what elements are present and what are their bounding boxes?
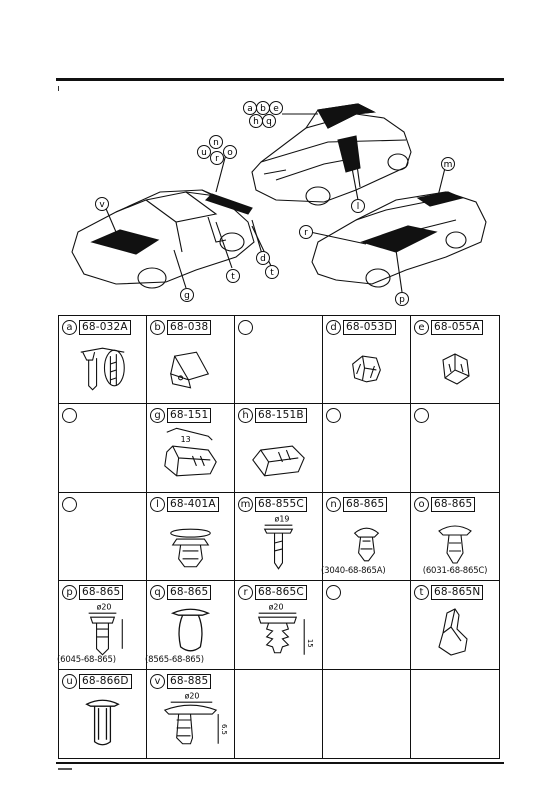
part-number: 68-866D — [79, 674, 132, 689]
svg-text:e: e — [273, 104, 279, 114]
callout-h — [250, 115, 263, 128]
clip-t-drawing — [411, 599, 499, 665]
cell-t — [411, 581, 499, 669]
alternate-part-number: (3040-68-865A) — [321, 566, 386, 577]
item-letter: d — [326, 320, 341, 335]
item-letter: a — [62, 320, 77, 335]
cell-h — [235, 404, 323, 492]
cell-empty-1 — [235, 316, 323, 404]
part-number: 68-151 — [167, 408, 211, 423]
svg-text:r: r — [215, 154, 219, 164]
svg-text:v: v — [99, 200, 105, 210]
part-number: 68-038 — [167, 320, 211, 335]
svg-text:15: 15 — [306, 639, 315, 648]
parts-table — [58, 315, 500, 759]
clip-g-drawing — [147, 422, 234, 488]
vehicle-location-illustration — [56, 92, 504, 308]
item-letter — [326, 408, 341, 423]
item-letter: e — [414, 320, 429, 335]
item-letter — [62, 408, 77, 423]
cell-empty-6 — [323, 581, 411, 669]
svg-text:o: o — [227, 148, 233, 158]
svg-text:q: q — [266, 117, 272, 127]
cell-empty-9 — [411, 670, 499, 758]
callout-t2 — [266, 266, 279, 279]
svg-text:m: m — [443, 160, 453, 170]
cell-n — [323, 493, 411, 581]
clip-v-drawing — [147, 688, 234, 754]
svg-text:ø20: ø20 — [268, 602, 284, 612]
svg-text:a: a — [247, 104, 253, 114]
top-rule — [56, 78, 504, 81]
callout-a — [244, 102, 257, 115]
svg-text:h: h — [253, 117, 259, 127]
cell-d — [323, 316, 411, 404]
part-number: 68-032A — [79, 320, 131, 335]
callout-p — [396, 293, 409, 306]
part-number: 68-053D — [343, 320, 396, 335]
item-letter: g — [150, 408, 165, 423]
clip-a-drawing — [59, 334, 146, 400]
callout-b — [257, 102, 270, 115]
clip-u-drawing — [59, 688, 146, 754]
alternate-part-number: (6031-68-865C) — [422, 566, 488, 577]
cell-l — [147, 493, 235, 581]
cell-e — [411, 316, 499, 404]
corner-tick — [58, 86, 59, 91]
svg-text:13: 13 — [180, 435, 191, 445]
svg-text:t: t — [270, 268, 274, 278]
cell-v — [147, 670, 235, 758]
cell-empty-7 — [235, 670, 323, 758]
alternate-part-number: (6045-68-865) — [57, 654, 116, 665]
cell-empty-8 — [323, 670, 411, 758]
svg-text:p: p — [399, 295, 405, 305]
svg-text:6.5: 6.5 — [220, 723, 229, 735]
svg-text:ø20: ø20 — [96, 602, 112, 612]
cell-r — [235, 581, 323, 669]
callout-r2 — [300, 226, 313, 239]
svg-text:d: d — [260, 254, 266, 264]
clip-l-drawing — [147, 511, 234, 577]
clip-m-drawing — [235, 511, 322, 577]
item-letter: l — [150, 497, 165, 512]
clip-r-drawing — [235, 599, 322, 665]
cell-q — [147, 581, 235, 669]
page-mark — [58, 768, 72, 770]
svg-text:ø20: ø20 — [184, 690, 200, 700]
cell-empty-3 — [323, 404, 411, 492]
part-number: 68-855C — [255, 497, 307, 512]
cell-a — [59, 316, 147, 404]
callout-r — [211, 152, 224, 165]
item-letter: o — [414, 497, 429, 512]
part-number: 68-865C — [255, 585, 307, 600]
item-letter: p — [62, 585, 77, 600]
svg-text:t: t — [231, 272, 235, 282]
clip-h-drawing — [235, 422, 322, 488]
part-number: 68-865 — [343, 497, 387, 512]
part-number: 68-865 — [167, 585, 211, 600]
svg-text:n: n — [213, 138, 219, 148]
cell-g — [147, 404, 235, 492]
item-letter: b — [150, 320, 165, 335]
cell-u — [59, 670, 147, 758]
callout-o — [224, 146, 237, 159]
part-number: 68-401A — [167, 497, 219, 512]
callout-v — [96, 198, 109, 211]
part-number: 68-055A — [431, 320, 483, 335]
callout-g — [181, 289, 194, 302]
svg-text:g: g — [184, 291, 190, 301]
item-letter: q — [150, 585, 165, 600]
item-letter: m — [238, 497, 253, 512]
part-number: 68-151B — [255, 408, 307, 423]
part-number: 68-865 — [431, 497, 475, 512]
callout-u — [198, 146, 211, 159]
bottom-rule — [56, 762, 504, 764]
callout-e — [270, 102, 283, 115]
svg-text:ø19: ø19 — [274, 514, 290, 524]
item-letter — [238, 320, 253, 335]
callout-q — [263, 115, 276, 128]
item-letter: t — [414, 585, 429, 600]
item-letter — [62, 497, 77, 512]
clip-e-drawing — [411, 334, 499, 400]
svg-text:b: b — [260, 104, 266, 114]
svg-text:l: l — [356, 202, 360, 212]
svg-text:r: r — [304, 228, 308, 238]
alternate-part-number: (8565-68-865) — [145, 654, 204, 665]
cell-b — [147, 316, 235, 404]
cell-empty-4 — [411, 404, 499, 492]
cell-empty-2 — [59, 404, 147, 492]
callout-n — [210, 136, 223, 149]
item-letter: h — [238, 408, 253, 423]
item-letter: n — [326, 497, 341, 512]
part-number: 68-865N — [431, 585, 483, 600]
item-letter: r — [238, 585, 253, 600]
callout-m — [442, 158, 455, 171]
item-letter — [414, 408, 429, 423]
part-number: 68-885 — [167, 674, 211, 689]
part-number: 68-865 — [79, 585, 123, 600]
clip-d-drawing — [323, 334, 410, 400]
item-letter: u — [62, 674, 77, 689]
clip-b-drawing — [147, 334, 234, 400]
item-letter: v — [150, 674, 165, 689]
cell-empty-5 — [59, 493, 147, 581]
callout-t1 — [227, 270, 240, 283]
callout-d — [257, 252, 270, 265]
cell-m — [235, 493, 323, 581]
item-letter — [326, 585, 341, 600]
callout-l — [352, 200, 365, 213]
svg-text:u: u — [201, 148, 207, 158]
cell-p — [59, 581, 147, 669]
cell-o — [411, 493, 499, 581]
